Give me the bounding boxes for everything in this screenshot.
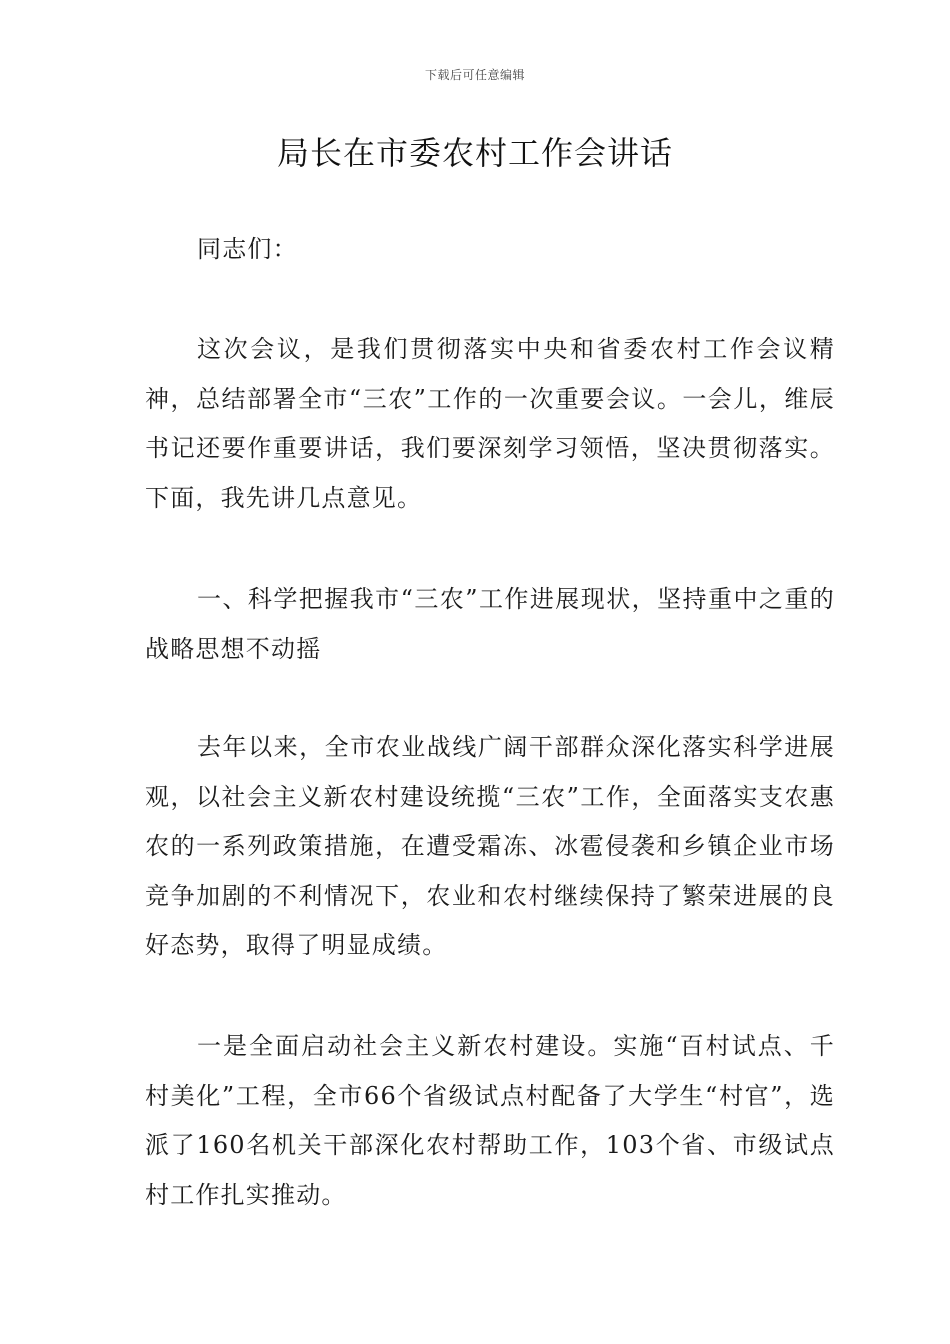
section-heading-1: 一、科学把握我市“三农”工作进展现状，坚持重中之重的战略思想不动摇	[145, 585, 835, 663]
header-note: 下载后可任意编辑	[424, 68, 525, 82]
paragraph-intro: 这次会议，是我们贯彻落实中央和省委农村工作会议精神，总结部署全市“三农”工作的一次重要会议。一会儿，维辰书记还要作重要讲话，我们要深刻学习领悟，坚决贯彻落实。下面，我先讲几点意见。	[145, 335, 835, 512]
paragraph-new-rural-construction: 一是全面启动社会主义新农村建设。实施“百村试点、千村美化”工程，全市66个省级试点村配备了大学生“村官”，选派了160名机关干部深化农村帮助工作，103个省、市级试点村工作扎实推动。	[145, 1032, 835, 1209]
paragraph-achievements: 去年以来，全市农业战线广阔干部群众深化落实科学进展观，以社会主义新农村建设统揽“三农”工作，全面落实支农惠农的一系列政策措施，在遭受霜冻、冰雹侵袭和乡镇企业市场竞争加剧的不利情况下，农业和农村继续保持了繁荣进展的良好态势，取得了明显成绩。	[145, 733, 835, 959]
greeting: 同志们：	[197, 235, 298, 263]
document-title: 局长在市委农村工作会讲话	[276, 134, 673, 172]
